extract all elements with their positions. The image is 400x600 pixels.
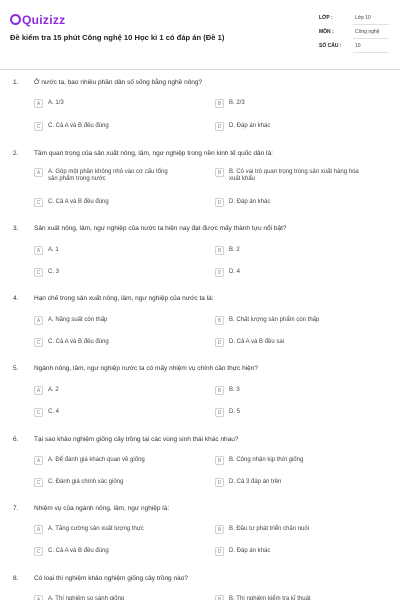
option-b[interactable]	[215, 596, 311, 600]
worksheet-header	[0, 0, 400, 70]
option-letter-badge: A	[34, 525, 43, 534]
option-a[interactable]	[34, 526, 144, 534]
option-letter-badge: D	[215, 408, 224, 417]
option-letter-badge: B	[215, 99, 224, 108]
meta-divider	[353, 52, 389, 53]
option-letter-badge: B	[215, 525, 224, 534]
option-letter-badge: A	[34, 316, 43, 325]
option-text: B. 3	[229, 387, 240, 393]
option-text: B. 2	[229, 247, 240, 253]
option-text: D. Cả A và B đều sai	[229, 339, 285, 345]
brand-name: Quizizz	[22, 13, 66, 27]
option-letter-badge: B	[215, 246, 224, 255]
option-d[interactable]	[215, 479, 281, 487]
option-text: C. Cả A và B đều đúng	[48, 339, 109, 345]
option-text: A. 2	[48, 387, 59, 393]
option-letter-badge: A	[34, 99, 43, 108]
option-b[interactable]	[215, 387, 240, 395]
option-c[interactable]	[34, 199, 109, 207]
question-number: 8.	[13, 575, 19, 582]
meta-divider	[353, 38, 389, 39]
option-letter-badge: B	[215, 595, 224, 600]
meta-panel	[319, 14, 389, 56]
meta-label: MÔN :	[319, 29, 334, 35]
brand-q-icon	[10, 14, 21, 25]
meta-value: 10	[355, 43, 361, 49]
question-text: Ngành nông, lâm, ngư nghiệp nước ta có mấy nhiệm vụ chính cần thực hiện?	[34, 365, 259, 372]
option-text: C. Cả A và B đều đúng	[48, 199, 109, 205]
option-text: C. Đánh giá chính xác giống	[48, 479, 124, 485]
question-number: 5.	[13, 365, 19, 372]
option-a[interactable]	[34, 169, 178, 183]
question-text: Có loại thí nghiệm khảo nghiệm giống cây trồng nào?	[34, 575, 188, 582]
option-text: A. 1	[48, 247, 59, 253]
option-letter-badge: C	[34, 338, 43, 347]
option-text: B. Thí nghiệm kiểm tra kĩ thuật	[229, 596, 311, 600]
option-c[interactable]	[34, 269, 59, 277]
option-d[interactable]	[215, 269, 240, 277]
option-text: A. 1/3	[48, 100, 64, 106]
option-letter-badge: B	[215, 456, 224, 465]
option-a[interactable]	[34, 100, 64, 108]
option-text: A. Năng suất còn thấp	[48, 317, 108, 323]
option-a[interactable]	[34, 596, 124, 600]
option-letter-badge: B	[215, 386, 224, 395]
option-text: C. 3	[48, 269, 60, 275]
option-text: D. 5	[229, 409, 241, 415]
option-a[interactable]	[34, 247, 59, 255]
option-letter-badge: A	[34, 246, 43, 255]
option-d[interactable]	[215, 409, 240, 417]
option-d[interactable]	[215, 123, 270, 131]
option-letter-badge: A	[34, 168, 43, 177]
option-letter-badge: C	[34, 408, 43, 417]
option-text: D. Đáp án khác	[229, 123, 271, 129]
option-d[interactable]	[215, 548, 270, 556]
option-b[interactable]	[215, 457, 303, 465]
option-text: C. Cả A và B đều đúng	[48, 548, 109, 554]
option-text: B. Công nhận kịp thời giống	[229, 457, 304, 463]
meta-row-subject	[319, 28, 389, 42]
option-letter-badge: C	[34, 547, 43, 556]
option-b[interactable]	[215, 247, 240, 255]
meta-row-count	[319, 42, 389, 56]
option-text: A. Thí nghiệm so sánh giống	[48, 596, 125, 600]
option-c[interactable]	[34, 479, 123, 487]
option-text: D. Cả 3 đáp án trên	[229, 479, 282, 485]
meta-label: LỚP :	[319, 15, 333, 21]
question-number: 3.	[13, 225, 19, 232]
option-text: B. Chất lượng sản phẩm còn thấp	[229, 317, 320, 323]
question-text: Nhiệm vụ của ngành nông, lâm, ngư nghiệp là:	[34, 505, 170, 512]
worksheet-title: Đề kiểm tra 15 phút Công nghệ 10 Học kì 1 có đáp án (Đề 1)	[10, 33, 225, 42]
option-text: B. Đầu tư phát triển chăn nuôi	[229, 526, 310, 532]
option-text: A. Tăng cường sản xuất lượng thực	[48, 526, 144, 532]
option-letter-badge: B	[215, 316, 224, 325]
option-letter-badge: D	[215, 478, 224, 487]
option-d[interactable]	[215, 339, 284, 347]
option-b[interactable]	[215, 317, 319, 325]
option-letter-badge: D	[215, 122, 224, 131]
option-text: A. Góp một phần không nhỏ vào cơ cấu tổng sản phẩm trong nước	[48, 169, 168, 182]
option-b[interactable]	[215, 100, 245, 108]
option-letter-badge: A	[34, 386, 43, 395]
question-text: Hạn chế trong sản xuất nông, lâm, ngư nghiệp của nước ta là:	[34, 295, 214, 302]
meta-divider	[353, 24, 389, 25]
option-text: C. 4	[48, 409, 60, 415]
option-letter-badge: D	[215, 547, 224, 556]
option-a[interactable]	[34, 457, 145, 465]
option-letter-badge: D	[215, 268, 224, 277]
option-a[interactable]	[34, 387, 59, 395]
option-a[interactable]	[34, 317, 107, 325]
question-number: 1.	[13, 79, 19, 86]
question-text: Tại sao khảo nghiệm giống cây trồng tại các vùng sinh thái khác nhau?	[34, 436, 239, 443]
question-text: Sản xuất nông, lâm, ngư nghiệp của nước ta hiện nay đạt được mấy thành tựu nổi bật?	[34, 225, 287, 232]
meta-value: Lớp 10	[355, 15, 371, 21]
meta-value: Công nghệ	[355, 29, 380, 35]
question-number: 7.	[13, 505, 19, 512]
option-letter-badge: B	[215, 168, 224, 177]
option-text: C. Cả A và B đều đúng	[48, 123, 109, 129]
question-number: 6.	[13, 436, 19, 443]
question-number: 4.	[13, 295, 19, 302]
option-text: B. 2/3	[229, 100, 245, 106]
option-letter-badge: C	[34, 268, 43, 277]
meta-label: SỐ CÂU :	[319, 43, 342, 49]
option-letter-badge: C	[34, 478, 43, 487]
option-text: B. Có vai trò quan trọng trong sản xuất hàng hóa xuất khẩu	[229, 169, 359, 182]
option-d[interactable]	[215, 199, 270, 207]
option-letter-badge: D	[215, 338, 224, 347]
option-letter-badge: C	[34, 198, 43, 207]
brand-logo	[10, 13, 65, 27]
option-c[interactable]	[34, 409, 59, 417]
question-text: Ở nước ta, bao nhiêu phần dân số sống bằng nghề nông?	[34, 79, 203, 86]
option-c[interactable]	[34, 339, 109, 347]
option-c[interactable]	[34, 548, 109, 556]
question-number: 2.	[13, 150, 19, 157]
option-text: D. Đáp án khác	[229, 199, 271, 205]
option-text: D. Đáp án khác	[229, 548, 271, 554]
option-text: A. Để đánh giá khách quan về giống	[48, 457, 145, 463]
option-letter-badge: A	[34, 456, 43, 465]
question-text: Tầm quan trọng của sản xuất nông, lâm, ngư nghiệp trong nền kinh tế quốc dân là:	[34, 150, 273, 157]
option-b[interactable]	[215, 526, 309, 534]
meta-row-class	[319, 14, 389, 28]
option-letter-badge: C	[34, 122, 43, 131]
option-b[interactable]	[215, 169, 359, 183]
option-text: D. 4	[229, 269, 241, 275]
option-letter-badge: D	[215, 198, 224, 207]
option-letter-badge: A	[34, 595, 43, 600]
option-c[interactable]	[34, 123, 109, 131]
